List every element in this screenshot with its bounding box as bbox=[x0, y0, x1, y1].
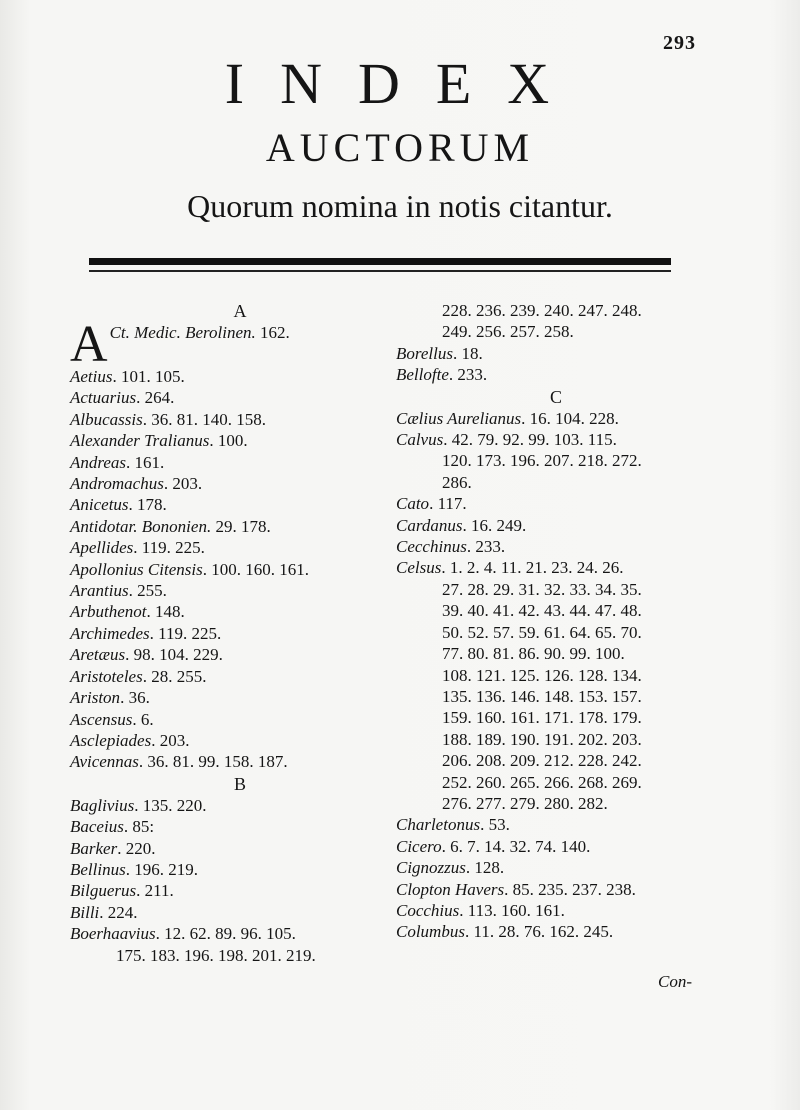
page-refs: . 264. bbox=[136, 388, 175, 408]
entries-c-part2 bbox=[396, 493, 716, 579]
author-name: Billi bbox=[70, 902, 100, 922]
continuation-line: 252. 260. 265. 266. 268. 269. bbox=[442, 772, 642, 792]
page-refs: . 36. 81. 99. 158. 187. bbox=[138, 752, 288, 772]
page-refs: . 36. 81. 140. 158. bbox=[142, 409, 266, 429]
page-refs: . 211. bbox=[136, 881, 174, 901]
page-refs: . 113. 160. 161. bbox=[459, 900, 565, 920]
page-refs: . 101. 105. bbox=[112, 367, 185, 386]
section-letter-a: A bbox=[233, 301, 247, 321]
page-refs: . 233. bbox=[448, 365, 488, 385]
page-refs: 29. 178. bbox=[211, 516, 271, 536]
page-refs: . 1. 2. 4. 11. 21. 23. 24. 26. bbox=[441, 558, 624, 578]
page-refs: . 203. bbox=[151, 730, 190, 750]
index-entry bbox=[396, 879, 716, 900]
page-refs: . 16. 249. bbox=[462, 515, 527, 535]
index-entry bbox=[396, 557, 716, 578]
index-entry bbox=[396, 408, 716, 429]
index-entry bbox=[70, 623, 410, 644]
author-name: Barker bbox=[70, 838, 118, 858]
author-name: Avicennas bbox=[70, 752, 139, 772]
section-letter-c: C bbox=[549, 386, 562, 407]
index-entry bbox=[70, 880, 410, 901]
author-name: Arantius bbox=[70, 581, 129, 601]
left-column bbox=[70, 300, 410, 966]
continuation-line: 77. 80. 81. 86. 90. 99. 100. bbox=[442, 644, 625, 664]
author-name: Andromachus bbox=[70, 474, 164, 494]
page-refs: . 42. 79. 92. 99. 103. 115. bbox=[443, 430, 617, 450]
index-entry bbox=[70, 644, 410, 665]
page-refs: . 85: bbox=[123, 817, 155, 837]
author-name: Columbus bbox=[396, 922, 465, 942]
continuation-line: 159. 160. 161. 171. 178. 179. bbox=[442, 708, 642, 728]
page-refs: . 203. bbox=[163, 474, 203, 494]
index-entry bbox=[70, 816, 410, 837]
continuation-line: 108. 121. 125. 126. 128. 134. bbox=[442, 665, 642, 685]
author-name: Alexander Tralianus bbox=[70, 431, 210, 451]
author-name: Baceius bbox=[70, 817, 124, 837]
index-entry bbox=[70, 580, 410, 601]
index-entry bbox=[396, 429, 716, 450]
author-name: Cato bbox=[396, 494, 430, 514]
index-entry bbox=[396, 343, 716, 364]
author-name: Archimedes bbox=[70, 623, 150, 643]
continuation-line: 228. 236. 239. 240. 247. 248. bbox=[442, 301, 642, 320]
index-entry bbox=[70, 601, 410, 622]
index-entry bbox=[396, 900, 716, 921]
title-subtitle: Quorum nomina in notis citantur. bbox=[187, 188, 613, 224]
author-name: Cardanus bbox=[396, 515, 463, 535]
author-name: Ct. Medic. Berolinen. bbox=[109, 323, 256, 342]
page-refs: 162. bbox=[260, 323, 290, 342]
index-entry bbox=[70, 730, 410, 751]
page-refs: . 196. 219. bbox=[125, 859, 198, 879]
page-refs: . 85. 235. 237. 238. bbox=[504, 879, 636, 899]
index-entry bbox=[70, 387, 410, 408]
author-name: Ariston bbox=[70, 688, 121, 708]
heavy-rule bbox=[89, 258, 671, 265]
continuation-line: 206. 208. 209. 212. 228. 242. bbox=[442, 751, 642, 771]
author-name: Arbuthenot bbox=[70, 602, 147, 622]
page-refs: . 36. bbox=[120, 688, 150, 708]
index-entry bbox=[396, 536, 716, 557]
continuation-line: 135. 136. 146. 148. 153. 157. bbox=[442, 686, 642, 706]
page-refs: . 119. 225. bbox=[149, 623, 222, 643]
index-entry bbox=[70, 902, 410, 923]
author-name: Albucassis bbox=[70, 409, 143, 429]
entries-a bbox=[70, 366, 410, 773]
author-name: Charletonus bbox=[396, 815, 481, 835]
author-name: Aetius bbox=[70, 367, 113, 386]
author-name: Aretæus bbox=[70, 645, 126, 665]
continuation-line: 120. 173. 196. 207. 218. 272. bbox=[442, 451, 642, 471]
entries-b bbox=[70, 795, 410, 945]
index-entry bbox=[70, 409, 410, 430]
index-entry bbox=[70, 687, 410, 708]
entries-c-part1 bbox=[396, 408, 716, 451]
continuation-lines-top bbox=[396, 300, 716, 343]
page-refs: . 178. bbox=[128, 495, 167, 515]
right-column bbox=[396, 300, 716, 943]
author-name: Calvus bbox=[396, 430, 444, 450]
index-entry bbox=[70, 316, 410, 373]
author-name: Asclepiades bbox=[70, 730, 152, 750]
continuation-line: 27. 28. 29. 31. 32. 33. 34. 35. bbox=[442, 579, 642, 599]
author-name: Antidotar. Bononien. bbox=[70, 516, 212, 536]
index-entry bbox=[396, 364, 716, 385]
index-entry bbox=[396, 515, 716, 536]
index-entry bbox=[70, 923, 410, 944]
author-name: Cocchius bbox=[396, 900, 460, 920]
entries-b-cont bbox=[396, 343, 716, 386]
page-refs: . 220. bbox=[117, 838, 156, 858]
celsus-continuation bbox=[396, 579, 716, 814]
index-entry bbox=[70, 559, 410, 580]
continuation-line: 50. 52. 57. 59. 61. 64. 65. 70. bbox=[442, 622, 642, 642]
continuation-line: 39. 40. 41. 42. 43. 44. 47. 48. bbox=[442, 601, 642, 621]
page-refs: . 6. 7. 14. 32. 74. 140. bbox=[441, 836, 591, 856]
page-refs: . 6. bbox=[132, 709, 154, 729]
index-entry bbox=[70, 795, 410, 816]
page-refs: . 135. 220. bbox=[134, 795, 207, 815]
page-refs: . 28. 255. bbox=[142, 666, 207, 686]
index-entry bbox=[70, 838, 410, 859]
index-entry bbox=[396, 921, 716, 942]
page-refs: . 12. 62. 89. 96. 105. bbox=[155, 924, 296, 944]
index-entry bbox=[70, 366, 410, 387]
author-name: Bellinus bbox=[70, 859, 126, 879]
author-name: Boerhaavius bbox=[70, 924, 156, 944]
index-entry bbox=[70, 473, 410, 494]
page-refs: . 100. bbox=[209, 431, 248, 451]
thin-rule bbox=[89, 270, 671, 272]
author-name: Apollonius Citensis bbox=[70, 559, 203, 579]
page-refs: . 16. 104. 228. bbox=[521, 408, 619, 428]
author-name: Ascensus bbox=[70, 709, 133, 729]
author-name: Baglivius bbox=[70, 795, 135, 815]
index-entry bbox=[70, 666, 410, 687]
catchword: Con- bbox=[658, 972, 692, 991]
author-name: Cecchinus bbox=[396, 537, 467, 557]
page-refs: . 11. 28. 76. 162. 245. bbox=[464, 922, 614, 942]
index-entry bbox=[70, 494, 410, 515]
author-name: Apellides bbox=[70, 538, 134, 558]
page-refs: . 233. bbox=[466, 537, 506, 557]
page-refs: . 255. bbox=[128, 581, 167, 601]
index-entry bbox=[70, 709, 410, 730]
title-auctorum: AUCTORUM bbox=[265, 125, 535, 170]
author-name: Bilguerus bbox=[70, 881, 137, 901]
page-refs: . 117. bbox=[429, 494, 467, 514]
section-letter-b: B bbox=[233, 773, 246, 794]
page-refs: . 18. bbox=[452, 343, 483, 363]
page-refs: . 224. bbox=[99, 902, 138, 922]
author-name: Actuarius bbox=[70, 388, 137, 408]
page-refs: . 161. bbox=[126, 452, 165, 472]
index-entry bbox=[70, 452, 410, 473]
entries-c-part3 bbox=[396, 814, 716, 942]
author-name: Aristoteles bbox=[70, 666, 143, 686]
author-name: Cicero bbox=[396, 836, 442, 856]
index-entry bbox=[70, 430, 410, 451]
continuation-line: 175. 183. 196. 198. 201. 219. bbox=[116, 945, 316, 965]
author-name: Cælius Aurelianus bbox=[396, 408, 522, 428]
title-index: INDEX bbox=[224, 51, 586, 116]
continuation-line: 286. bbox=[442, 472, 472, 492]
page-refs: . 100. 160. 161. bbox=[202, 559, 309, 579]
index-entry bbox=[396, 836, 716, 857]
author-name: Clopton Havers bbox=[396, 879, 505, 899]
continuation-line: 276. 277. 279. 280. 282. bbox=[442, 793, 608, 813]
index-entry bbox=[396, 857, 716, 878]
index-entry bbox=[70, 751, 410, 772]
drop-cap: A bbox=[70, 316, 108, 373]
page-refs: . 148. bbox=[146, 602, 185, 622]
author-name: Anicetus bbox=[70, 495, 129, 515]
author-name: Cignozzus bbox=[396, 858, 466, 878]
author-name: Celsus bbox=[396, 558, 442, 578]
author-name: Borellus bbox=[396, 343, 453, 363]
index-entry bbox=[70, 516, 410, 537]
index-entry bbox=[70, 859, 410, 880]
index-entry bbox=[396, 814, 716, 835]
page-refs: . 53. bbox=[480, 815, 510, 835]
index-entry bbox=[396, 493, 716, 514]
page-refs: . 128. bbox=[465, 858, 505, 878]
page-refs: . 98. 104. 229. bbox=[125, 645, 223, 665]
continuation-line: 188. 189. 190. 191. 202. 203. bbox=[442, 729, 642, 749]
page-number: 293 bbox=[663, 32, 696, 54]
continuation-line: 249. 256. 257. 258. bbox=[442, 322, 574, 342]
author-name: Bellofte bbox=[396, 365, 449, 385]
index-entry bbox=[70, 537, 410, 558]
page-refs: . 119. 225. bbox=[133, 538, 205, 558]
calvus-continuation bbox=[396, 450, 716, 493]
author-name: Andreas bbox=[70, 452, 127, 472]
